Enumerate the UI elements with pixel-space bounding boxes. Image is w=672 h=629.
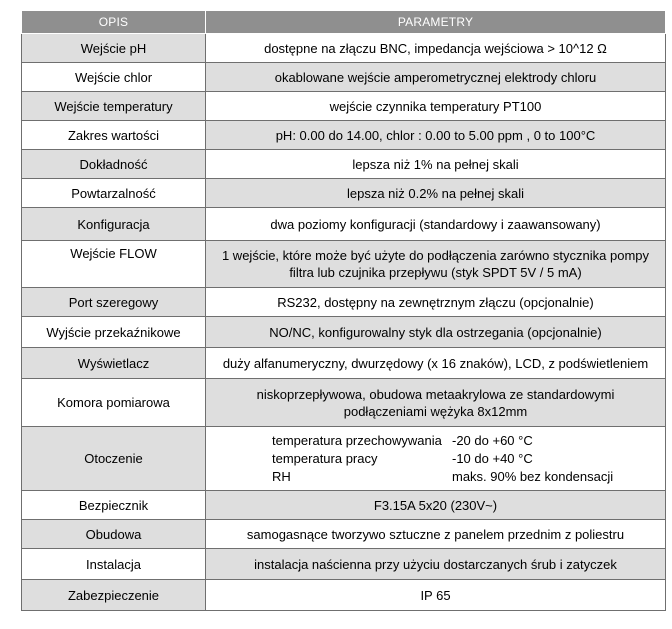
env-value: -10 do +40 °C [452,450,533,466]
header-opis: OPIS [22,11,206,34]
env-name: temperatura przechowywania [272,432,442,448]
row-value: NO/NC, konfigurowalny styk dla ostrzegania (opcjonalnie) [206,317,666,348]
row-label: Dokładność [22,150,206,179]
env-name: RH [272,468,291,484]
table-row [22,241,666,288]
row-label: Instalacja [22,549,206,580]
table-row [22,121,666,150]
row-value: IP 65 [206,580,666,611]
row-value: dwa poziomy konfiguracji (standardowy i zaawansowany) [206,208,666,241]
row-value: wejście czynnika temperatury PT100 [206,92,666,121]
table-row [22,63,666,92]
row-value-line: podłączeniami wężyka 8x12mm [343,403,528,419]
row-label: Wejście chlor [22,63,206,92]
table-row [22,348,666,379]
row-value: lepsza niż 1% na pełnej skali [206,150,666,179]
table-row [22,150,666,179]
row-value: instalacja naścienna przy użyciu dostarczanych śrub i zatyczek [206,549,666,580]
row-value [206,241,666,288]
header-parametry: PARAMETRY [206,11,666,34]
row-label: Wyświetlacz [22,348,206,379]
row-label: Zabezpieczenie [22,580,206,611]
spec-table [21,10,666,611]
env-name: temperatura pracy [272,450,378,466]
table-row [22,288,666,317]
row-label: Zakres wartości [22,121,206,150]
table-row [22,317,666,348]
table-row [22,427,666,491]
table-row [22,491,666,520]
row-value: RS232, dostępny na zewnętrznym złączu (opcjonalnie) [206,288,666,317]
row-value: lepsza niż 0.2% na pełnej skali [206,179,666,208]
row-label: Wyjście przekaźnikowe [22,317,206,348]
row-value: samogasnące tworzywo sztuczne z panelem przednim z poliestru [206,520,666,549]
row-value: duży alfanumeryczny, dwurzędowy (x 16 znaków), LCD, z podświetleniem [206,348,666,379]
header-row [22,11,666,34]
row-value: dostępne na złączu BNC, impedancja wejściowa > 10^12 Ω [206,34,666,63]
table-row [22,179,666,208]
table-row [22,520,666,549]
row-label: Port szeregowy [22,288,206,317]
row-value-line: niskoprzepływowa, obudowa metaakrylowa ze standardowymi [256,386,615,402]
table-row [22,549,666,580]
table-row [22,92,666,121]
row-label: Bezpiecznik [22,491,206,520]
row-value: okablowane wejście amperometrycznej elektrody chloru [206,63,666,92]
table-row [22,379,666,427]
row-label: Otoczenie [22,427,206,491]
row-value: F3.15A 5x20 (230V~) [206,491,666,520]
env-value: -20 do +60 °C [452,432,533,448]
row-label: Wejście FLOW [22,241,206,288]
row-value-line: filtra lub czujnika przepływu (styk SPDT 5V / 5 mA) [289,265,582,280]
env-value: maks. 90% bez kondensacji [452,468,614,484]
environment-values [206,427,666,491]
row-label: Obudowa [22,520,206,549]
row-label: Wejście pH [22,34,206,63]
row-value: pH: 0.00 do 14.00, chlor : 0.00 to 5.00 ppm , 0 to 100°C [206,121,666,150]
row-label: Komora pomiarowa [22,379,206,427]
table-row [22,208,666,241]
row-value [206,379,666,427]
row-value-line: 1 wejście, które może być użyte do podłączenia zarówno stycznika pompy [221,248,650,263]
table-row [22,580,666,611]
table-row [22,34,666,63]
row-label: Powtarzalność [22,179,206,208]
row-label: Konfiguracja [22,208,206,241]
row-label: Wejście temperatury [22,92,206,121]
